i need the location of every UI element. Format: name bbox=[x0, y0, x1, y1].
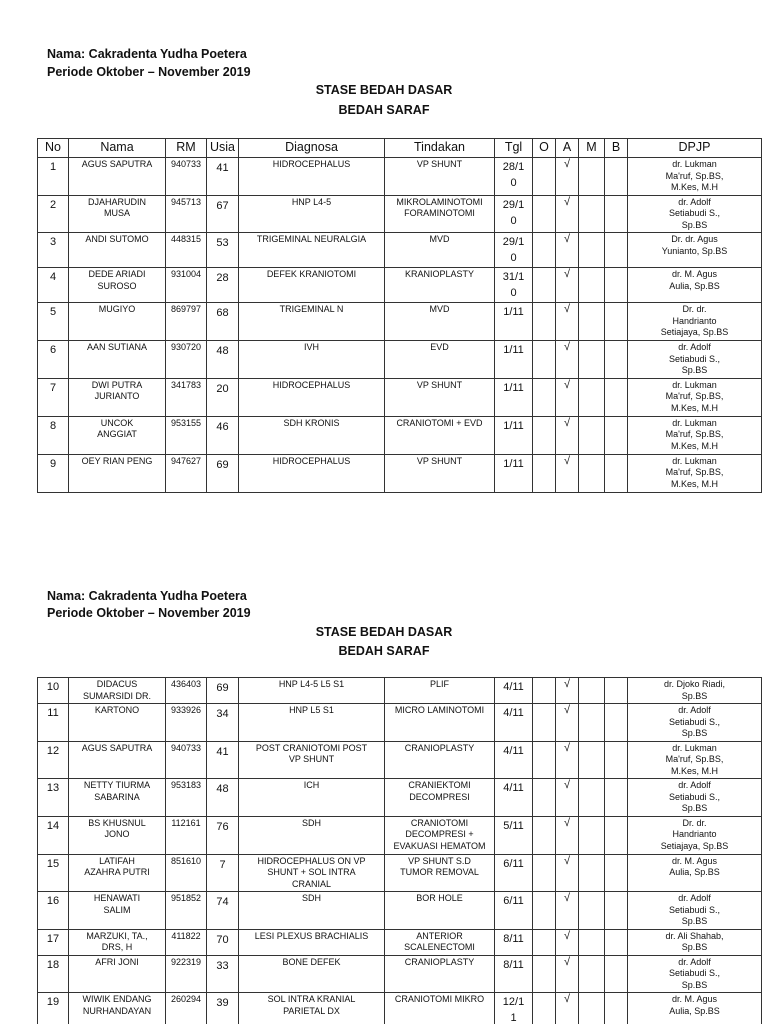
cell-a: √ bbox=[556, 341, 579, 379]
cell-tgl: 4/11 bbox=[495, 704, 533, 742]
table-row bbox=[38, 741, 762, 779]
cell-nama: AFRI JONI bbox=[69, 955, 166, 993]
cell-rm: 931004 bbox=[166, 268, 207, 303]
cell-tgl: 4/11 bbox=[495, 779, 533, 817]
table-row bbox=[38, 158, 762, 196]
cell-tindakan: PLIF bbox=[385, 678, 495, 704]
cell-b bbox=[605, 195, 628, 233]
cell-diagnosa: HIDROCEPHALUS bbox=[239, 158, 385, 196]
cell-usia: 33 bbox=[207, 955, 239, 993]
cell-a: √ bbox=[556, 741, 579, 779]
cell-o bbox=[533, 993, 556, 1024]
cell-rm: 851610 bbox=[166, 854, 207, 892]
cell-no: 11 bbox=[38, 704, 69, 742]
cell-b bbox=[605, 678, 628, 704]
cell-rm: 411822 bbox=[166, 929, 207, 955]
cell-a: √ bbox=[556, 816, 579, 854]
cell-rm: 436403 bbox=[166, 678, 207, 704]
document-subtitle: BEDAH SARAF bbox=[338, 103, 430, 117]
cell-usia: 41 bbox=[207, 741, 239, 779]
cell-usia: 69 bbox=[207, 678, 239, 704]
cell-tindakan: EVD bbox=[385, 341, 495, 379]
document-subtitle: BEDAH SARAF bbox=[338, 644, 430, 658]
cell-nama: UNCOK ANGGIAT bbox=[69, 416, 166, 454]
cell-rm: 947627 bbox=[166, 454, 207, 492]
cell-dpjp: dr. Adolf Setiabudi S., Sp.BS bbox=[628, 704, 762, 742]
cell-no: 12 bbox=[38, 741, 69, 779]
cell-dpjp: dr. Adolf Setiabudi S., Sp.BS bbox=[628, 779, 762, 817]
cell-rm: 341783 bbox=[166, 378, 207, 416]
cell-no: 14 bbox=[38, 816, 69, 854]
cell-m bbox=[579, 741, 605, 779]
table-row bbox=[38, 816, 762, 854]
cell-tindakan: MICRO LAMINOTOMI bbox=[385, 704, 495, 742]
cell-diagnosa: BONE DEFEK bbox=[239, 955, 385, 993]
cell-b bbox=[605, 854, 628, 892]
cell-dpjp: dr. M. Agus Aulia, Sp.BS bbox=[628, 268, 762, 303]
document-title: STASE BEDAH DASAR bbox=[315, 625, 453, 639]
student-name: Nama: Cakradenta Yudha Poetera bbox=[47, 47, 247, 61]
cell-m bbox=[579, 854, 605, 892]
cell-b bbox=[605, 303, 628, 341]
cell-dpjp: dr. Lukman Ma'ruf, Sp.BS, M.Kes, M.H bbox=[628, 378, 762, 416]
cell-tgl: 5/11 bbox=[495, 816, 533, 854]
cell-b bbox=[605, 704, 628, 742]
cell-b bbox=[605, 892, 628, 930]
cell-tgl: 8/11 bbox=[495, 929, 533, 955]
cell-diagnosa: LESI PLEXUS BRACHIALIS bbox=[239, 929, 385, 955]
cell-dpjp: dr. M. Agus Aulia, Sp.BS bbox=[628, 993, 762, 1024]
cell-rm: 940733 bbox=[166, 741, 207, 779]
cell-nama: DWI PUTRA JURIANTO bbox=[69, 378, 166, 416]
cell-a: √ bbox=[556, 929, 579, 955]
cell-tgl: 12/1 1 bbox=[495, 993, 533, 1024]
cell-tindakan: CRANIOPLASTY bbox=[385, 955, 495, 993]
cell-rm: 930720 bbox=[166, 341, 207, 379]
procedure-table bbox=[37, 138, 762, 493]
cell-m bbox=[579, 779, 605, 817]
cell-m bbox=[579, 993, 605, 1024]
cell-rm: 869797 bbox=[166, 303, 207, 341]
cell-nama: MARZUKI, TA., DRS, H bbox=[69, 929, 166, 955]
cell-diagnosa: SDH KRONIS bbox=[239, 416, 385, 454]
cell-o bbox=[533, 341, 556, 379]
cell-b bbox=[605, 816, 628, 854]
cell-no: 19 bbox=[38, 993, 69, 1024]
cell-a: √ bbox=[556, 704, 579, 742]
cell-dpjp: dr. Lukman Ma'ruf, Sp.BS, M.Kes, M.H bbox=[628, 454, 762, 492]
cell-dpjp: dr. Lukman Ma'ruf, Sp.BS, M.Kes, M.H bbox=[628, 741, 762, 779]
cell-m bbox=[579, 303, 605, 341]
cell-nama: KARTONO bbox=[69, 704, 166, 742]
cell-usia: 53 bbox=[207, 233, 239, 268]
cell-diagnosa: POST CRANIOTOMI POST VP SHUNT bbox=[239, 741, 385, 779]
period: Periode Oktober – November 2019 bbox=[47, 65, 251, 79]
column-header-usia: Usia bbox=[207, 139, 239, 158]
table-row bbox=[38, 955, 762, 993]
cell-m bbox=[579, 233, 605, 268]
cell-tindakan: ANTERIOR SCALENECTOMI bbox=[385, 929, 495, 955]
cell-rm: 940733 bbox=[166, 158, 207, 196]
cell-o bbox=[533, 303, 556, 341]
cell-m bbox=[579, 268, 605, 303]
cell-nama: DJAHARUDIN MUSA bbox=[69, 195, 166, 233]
cell-nama: ANDI SUTOMO bbox=[69, 233, 166, 268]
cell-usia: 70 bbox=[207, 929, 239, 955]
table-row bbox=[38, 678, 762, 704]
cell-m bbox=[579, 955, 605, 993]
cell-nama: HENAWATI SALIM bbox=[69, 892, 166, 930]
cell-o bbox=[533, 779, 556, 817]
cell-diagnosa: SDH bbox=[239, 816, 385, 854]
cell-tgl: 4/11 bbox=[495, 678, 533, 704]
cell-diagnosa: DEFEK KRANIOTOMI bbox=[239, 268, 385, 303]
cell-o bbox=[533, 158, 556, 196]
cell-b bbox=[605, 779, 628, 817]
cell-no: 5 bbox=[38, 303, 69, 341]
cell-no: 16 bbox=[38, 892, 69, 930]
cell-rm: 953183 bbox=[166, 779, 207, 817]
cell-usia: 74 bbox=[207, 892, 239, 930]
cell-m bbox=[579, 816, 605, 854]
cell-rm: 945713 bbox=[166, 195, 207, 233]
cell-o bbox=[533, 741, 556, 779]
cell-o bbox=[533, 233, 556, 268]
cell-tindakan: VP SHUNT S.D TUMOR REMOVAL bbox=[385, 854, 495, 892]
cell-no: 13 bbox=[38, 779, 69, 817]
cell-o bbox=[533, 454, 556, 492]
period: Periode Oktober – November 2019 bbox=[47, 606, 251, 620]
cell-dpjp: Dr. dr. Handrianto Setiajaya, Sp.BS bbox=[628, 303, 762, 341]
table-row bbox=[38, 779, 762, 817]
cell-usia: 68 bbox=[207, 303, 239, 341]
cell-diagnosa: HIDROCEPHALUS ON VP SHUNT + SOL INTRA CRANIAL bbox=[239, 854, 385, 892]
cell-b bbox=[605, 158, 628, 196]
cell-o bbox=[533, 816, 556, 854]
cell-tindakan: MIKROLAMINOTOMI FORAMINOTOMI bbox=[385, 195, 495, 233]
column-header-o: O bbox=[533, 139, 556, 158]
cell-m bbox=[579, 158, 605, 196]
cell-dpjp: dr. M. Agus Aulia, Sp.BS bbox=[628, 854, 762, 892]
cell-tindakan: VP SHUNT bbox=[385, 454, 495, 492]
cell-m bbox=[579, 704, 605, 742]
column-header-tindakan: Tindakan bbox=[385, 139, 495, 158]
column-header-rm: RM bbox=[166, 139, 207, 158]
cell-nama: OEY RIAN PENG bbox=[69, 454, 166, 492]
cell-dpjp: dr. Ali Shahab, Sp.BS bbox=[628, 929, 762, 955]
cell-usia: 28 bbox=[207, 268, 239, 303]
cell-no: 17 bbox=[38, 929, 69, 955]
cell-nama: AGUS SAPUTRA bbox=[69, 741, 166, 779]
cell-a: √ bbox=[556, 416, 579, 454]
cell-a: √ bbox=[556, 303, 579, 341]
cell-no: 10 bbox=[38, 678, 69, 704]
table-row bbox=[38, 704, 762, 742]
cell-o bbox=[533, 955, 556, 993]
cell-tgl: 31/1 0 bbox=[495, 268, 533, 303]
cell-diagnosa: HNP L5 S1 bbox=[239, 704, 385, 742]
cell-no: 8 bbox=[38, 416, 69, 454]
cell-nama: AGUS SAPUTRA bbox=[69, 158, 166, 196]
cell-a: √ bbox=[556, 378, 579, 416]
cell-o bbox=[533, 195, 556, 233]
cell-b bbox=[605, 955, 628, 993]
table-row bbox=[38, 854, 762, 892]
cell-m bbox=[579, 892, 605, 930]
cell-rm: 951852 bbox=[166, 892, 207, 930]
cell-tindakan: CRANIOTOMI + EVD bbox=[385, 416, 495, 454]
cell-a: √ bbox=[556, 195, 579, 233]
cell-nama: DEDE ARIADI SUROSO bbox=[69, 268, 166, 303]
cell-tindakan: CRANIEKTOMI DECOMPRESI bbox=[385, 779, 495, 817]
cell-b bbox=[605, 233, 628, 268]
cell-dpjp: dr. Lukman Ma'ruf, Sp.BS, M.Kes, M.H bbox=[628, 416, 762, 454]
cell-b bbox=[605, 993, 628, 1024]
cell-b bbox=[605, 929, 628, 955]
cell-rm: 953155 bbox=[166, 416, 207, 454]
cell-nama: AAN SUTIANA bbox=[69, 341, 166, 379]
cell-no: 7 bbox=[38, 378, 69, 416]
table-row bbox=[38, 195, 762, 233]
cell-dpjp: dr. Adolf Setiabudi S., Sp.BS bbox=[628, 892, 762, 930]
document-title: STASE BEDAH DASAR bbox=[315, 83, 453, 97]
cell-diagnosa: IVH bbox=[239, 341, 385, 379]
cell-tgl: 8/11 bbox=[495, 955, 533, 993]
student-name: Nama: Cakradenta Yudha Poetera bbox=[47, 589, 247, 603]
column-header-diagnosa: Diagnosa bbox=[239, 139, 385, 158]
cell-tindakan: KRANIOPLASTY bbox=[385, 268, 495, 303]
cell-o bbox=[533, 704, 556, 742]
table-row bbox=[38, 341, 762, 379]
cell-no: 9 bbox=[38, 454, 69, 492]
cell-rm: 933926 bbox=[166, 704, 207, 742]
cell-usia: 76 bbox=[207, 816, 239, 854]
cell-tgl: 29/1 0 bbox=[495, 195, 533, 233]
cell-tindakan: MVD bbox=[385, 233, 495, 268]
table-row bbox=[38, 892, 762, 930]
cell-b bbox=[605, 416, 628, 454]
cell-a: √ bbox=[556, 955, 579, 993]
table-row bbox=[38, 993, 762, 1024]
column-header-a: A bbox=[556, 139, 579, 158]
column-header-dpjp: DPJP bbox=[628, 139, 762, 158]
cell-usia: 34 bbox=[207, 704, 239, 742]
cell-usia: 7 bbox=[207, 854, 239, 892]
cell-m bbox=[579, 195, 605, 233]
cell-b bbox=[605, 341, 628, 379]
cell-o bbox=[533, 268, 556, 303]
cell-usia: 48 bbox=[207, 341, 239, 379]
cell-diagnosa: SOL INTRA KRANIAL PARIETAL DX bbox=[239, 993, 385, 1024]
cell-nama: BS KHUSNUL JONO bbox=[69, 816, 166, 854]
cell-usia: 46 bbox=[207, 416, 239, 454]
cell-a: √ bbox=[556, 678, 579, 704]
cell-a: √ bbox=[556, 268, 579, 303]
cell-m bbox=[579, 378, 605, 416]
cell-no: 4 bbox=[38, 268, 69, 303]
cell-usia: 67 bbox=[207, 195, 239, 233]
cell-no: 1 bbox=[38, 158, 69, 196]
cell-dpjp: dr. Djoko Riadi, Sp.BS bbox=[628, 678, 762, 704]
cell-o bbox=[533, 892, 556, 930]
cell-diagnosa: TRIGEMINAL NEURALGIA bbox=[239, 233, 385, 268]
column-header-b: B bbox=[605, 139, 628, 158]
cell-no: 2 bbox=[38, 195, 69, 233]
cell-nama: DIDACUS SUMARSIDI DR. bbox=[69, 678, 166, 704]
cell-no: 6 bbox=[38, 341, 69, 379]
cell-usia: 20 bbox=[207, 378, 239, 416]
column-header-m: M bbox=[579, 139, 605, 158]
cell-nama: LATIFAH AZAHRA PUTRI bbox=[69, 854, 166, 892]
cell-tgl: 1/11 bbox=[495, 303, 533, 341]
cell-rm: 922319 bbox=[166, 955, 207, 993]
cell-rm: 112161 bbox=[166, 816, 207, 854]
table-row bbox=[38, 929, 762, 955]
procedure-table-continued bbox=[37, 677, 762, 1024]
table-row bbox=[38, 454, 762, 492]
cell-tgl: 1/11 bbox=[495, 341, 533, 379]
cell-m bbox=[579, 929, 605, 955]
cell-dpjp: Dr. dr. Agus Yunianto, Sp.BS bbox=[628, 233, 762, 268]
column-header-no: No bbox=[38, 139, 69, 158]
cell-dpjp: dr. Adolf Setiabudi S., Sp.BS bbox=[628, 341, 762, 379]
cell-dpjp: Dr. dr. Handrianto Setiajaya, Sp.BS bbox=[628, 816, 762, 854]
cell-dpjp: dr. Lukman Ma'ruf, Sp.BS, M.Kes, M.H bbox=[628, 158, 762, 196]
cell-nama: MUGIYO bbox=[69, 303, 166, 341]
cell-tindakan: CRANIOPLASTY bbox=[385, 741, 495, 779]
cell-dpjp: dr. Adolf Setiabudi S., Sp.BS bbox=[628, 955, 762, 993]
cell-diagnosa: ICH bbox=[239, 779, 385, 817]
cell-tgl: 1/11 bbox=[495, 378, 533, 416]
cell-diagnosa: HNP L4-5 L5 S1 bbox=[239, 678, 385, 704]
table-row bbox=[38, 268, 762, 303]
cell-tindakan: VP SHUNT bbox=[385, 158, 495, 196]
cell-rm: 260294 bbox=[166, 993, 207, 1024]
cell-diagnosa: TRIGEMINAL N bbox=[239, 303, 385, 341]
page-2 bbox=[0, 580, 768, 1024]
cell-tgl: 4/11 bbox=[495, 741, 533, 779]
cell-a: √ bbox=[556, 779, 579, 817]
cell-diagnosa: HIDROCEPHALUS bbox=[239, 454, 385, 492]
cell-o bbox=[533, 416, 556, 454]
cell-dpjp: dr. Adolf Setiabudi S., Sp.BS bbox=[628, 195, 762, 233]
table-row bbox=[38, 303, 762, 341]
table-row bbox=[38, 378, 762, 416]
cell-tgl: 6/11 bbox=[495, 854, 533, 892]
column-header-tgl: Tgl bbox=[495, 139, 533, 158]
cell-diagnosa: SDH bbox=[239, 892, 385, 930]
cell-tindakan: CRANIOTOMI MIKRO bbox=[385, 993, 495, 1024]
cell-rm: 448315 bbox=[166, 233, 207, 268]
cell-b bbox=[605, 268, 628, 303]
cell-tindakan: CRANIOTOMI DECOMPRESI + EVAKUASI HEMATOM bbox=[385, 816, 495, 854]
cell-o bbox=[533, 854, 556, 892]
cell-m bbox=[579, 678, 605, 704]
table-row bbox=[38, 416, 762, 454]
cell-m bbox=[579, 341, 605, 379]
cell-tgl: 1/11 bbox=[495, 416, 533, 454]
cell-o bbox=[533, 678, 556, 704]
cell-a: √ bbox=[556, 454, 579, 492]
cell-no: 15 bbox=[38, 854, 69, 892]
cell-tgl: 1/11 bbox=[495, 454, 533, 492]
cell-nama: NETTY TIURMA SABARINA bbox=[69, 779, 166, 817]
table-header bbox=[38, 139, 762, 158]
cell-usia: 41 bbox=[207, 158, 239, 196]
cell-no: 3 bbox=[38, 233, 69, 268]
cell-usia: 69 bbox=[207, 454, 239, 492]
column-header-nama: Nama bbox=[69, 139, 166, 158]
cell-no: 18 bbox=[38, 955, 69, 993]
cell-b bbox=[605, 454, 628, 492]
cell-a: √ bbox=[556, 233, 579, 268]
cell-m bbox=[579, 454, 605, 492]
cell-o bbox=[533, 929, 556, 955]
cell-usia: 39 bbox=[207, 993, 239, 1024]
cell-diagnosa: HIDROCEPHALUS bbox=[239, 378, 385, 416]
cell-tindakan: MVD bbox=[385, 303, 495, 341]
cell-b bbox=[605, 741, 628, 779]
cell-tindakan: BOR HOLE bbox=[385, 892, 495, 930]
cell-diagnosa: HNP L4-5 bbox=[239, 195, 385, 233]
cell-o bbox=[533, 378, 556, 416]
cell-a: √ bbox=[556, 158, 579, 196]
cell-tgl: 28/1 0 bbox=[495, 158, 533, 196]
cell-m bbox=[579, 416, 605, 454]
cell-tgl: 29/1 0 bbox=[495, 233, 533, 268]
cell-tindakan: VP SHUNT bbox=[385, 378, 495, 416]
cell-nama: WIWIK ENDANG NURHANDAYAN bbox=[69, 993, 166, 1024]
cell-usia: 48 bbox=[207, 779, 239, 817]
cell-b bbox=[605, 378, 628, 416]
cell-tgl: 6/11 bbox=[495, 892, 533, 930]
cell-a: √ bbox=[556, 892, 579, 930]
cell-a: √ bbox=[556, 854, 579, 892]
cell-a: √ bbox=[556, 993, 579, 1024]
table-row bbox=[38, 233, 762, 268]
